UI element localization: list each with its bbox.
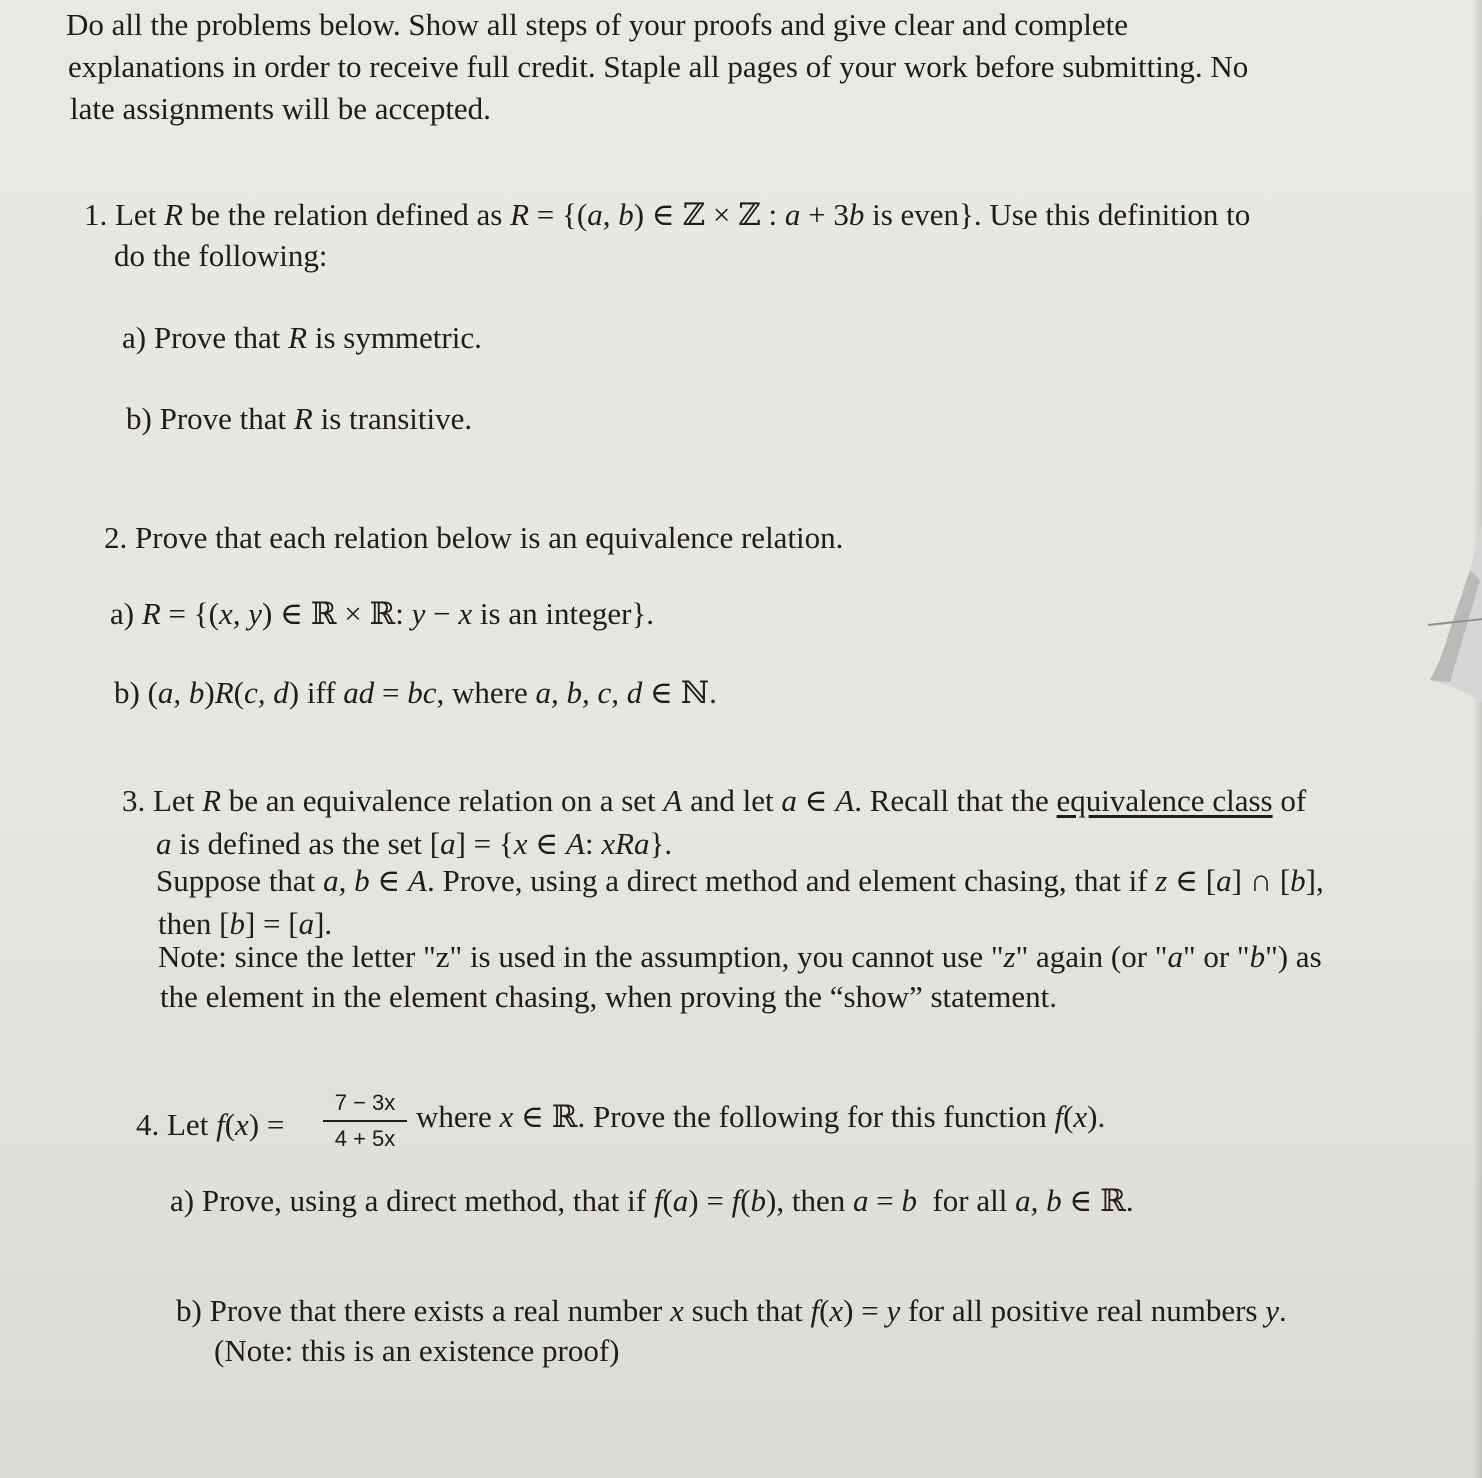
text: − — [425, 596, 459, 631]
math-var: A — [663, 783, 683, 818]
text: of — [1272, 783, 1307, 818]
text: 3. Let — [122, 783, 203, 818]
math-var: a — [784, 197, 801, 232]
text: ∈ [ — [1167, 863, 1217, 898]
text: b) ( — [114, 675, 158, 710]
text: ] = { — [455, 826, 514, 861]
underlined-term: equivalence class — [1056, 783, 1273, 818]
problem-3-line-1 — [122, 780, 1306, 822]
math-var: y — [1265, 1293, 1280, 1328]
text: 1. Let — [84, 197, 165, 232]
text: ) = — [688, 1183, 732, 1218]
fraction-denominator: 4 + 5x — [334, 1126, 396, 1151]
text: ( — [1063, 1099, 1074, 1134]
intro-line-2: explanations in order to receive full credit. Staple all pages of your work before submitting. No — [68, 49, 1249, 84]
math-var: A — [566, 826, 585, 861]
text: ( — [662, 1183, 673, 1218]
math-var: b — [229, 906, 245, 941]
text: such that — [683, 1293, 811, 1328]
problem-4-rest — [416, 1096, 1105, 1138]
text: ∈ ℝ. Prove the following for this function — [513, 1099, 1055, 1134]
text: = — [374, 675, 408, 710]
text: ) — [204, 675, 215, 710]
text: ( — [740, 1183, 751, 1218]
text: Suppose that — [156, 863, 324, 898]
text: ], — [1305, 863, 1324, 898]
intro-line-1: Do all the problems below. Show all steps of your proofs and give clear and complete — [66, 7, 1129, 42]
math-var: R — [141, 596, 161, 631]
text: = {( — [160, 596, 219, 631]
problem-3-line-2 — [156, 823, 672, 865]
math-var: a, b — [587, 197, 634, 232]
text: then [ — [158, 906, 230, 941]
text: ∈ ℝ. — [1061, 1183, 1134, 1218]
text: . — [1279, 1293, 1287, 1328]
text: and let — [682, 783, 782, 818]
math-var: x, y — [218, 596, 262, 631]
problem-2-title: 2. Prove that each relation below is an equivalence relation. — [104, 520, 844, 555]
text: is symmetric. — [307, 320, 482, 355]
text: : — [584, 826, 602, 861]
text: = {( — [529, 197, 588, 232]
math-var: a — [156, 826, 172, 861]
problem-2b — [114, 672, 717, 714]
math-var: f — [216, 1107, 225, 1142]
page-shadow-edge — [1472, 0, 1482, 1478]
text: ) = — [248, 1107, 285, 1142]
problem-4a — [170, 1180, 1134, 1222]
problem-3-line-3 — [156, 860, 1324, 902]
math-var: a — [1216, 863, 1232, 898]
math-var: x — [1073, 1099, 1088, 1134]
math-var: a, b — [323, 863, 370, 898]
text: ) ∈ ℝ × ℝ: — [262, 596, 412, 631]
text: ) iff — [288, 675, 344, 710]
text: ) ∈ ℤ × ℤ : — [633, 197, 785, 232]
text: ]. — [314, 906, 333, 941]
text: ) = — [843, 1293, 887, 1328]
math-var: f — [1054, 1099, 1064, 1134]
math-var: b — [848, 197, 865, 232]
math-var: f — [810, 1293, 820, 1328]
problem-4b-note: (Note: this is an existence proof) — [214, 1333, 620, 1368]
text: ∈ — [527, 826, 566, 861]
text: b) Prove that — [126, 401, 294, 436]
intro-line-3: late assignments will be accepted. — [70, 91, 491, 126]
math-var: a, b — [1015, 1183, 1062, 1218]
text: ") as — [1265, 939, 1322, 974]
text: a) Prove that — [122, 320, 289, 355]
text: ). — [1087, 1099, 1106, 1134]
fraction-numerator: 7 − 3x — [334, 1090, 396, 1115]
math-var: R — [214, 675, 234, 710]
text: Note: since the letter "z" is used in the assumption, you cannot use " — [158, 939, 1004, 974]
math-var: R — [202, 783, 221, 818]
math-var: a — [440, 826, 456, 861]
problem-3-note — [158, 936, 1322, 978]
text: , where — [436, 675, 536, 710]
text: " again (or " — [1015, 939, 1168, 974]
math-var: a, b — [157, 675, 205, 710]
math-var: x — [499, 1099, 514, 1134]
text: ∈ — [369, 863, 409, 898]
text: ( — [819, 1293, 830, 1328]
text: a) Prove, using a direct method, that if — [170, 1183, 654, 1218]
text: ∈ — [796, 783, 836, 818]
math-var: x — [829, 1293, 844, 1328]
problem-4-lead — [136, 1104, 284, 1146]
text: a) — [110, 596, 142, 631]
math-var: z — [1003, 939, 1016, 974]
text: . Prove, using a direct method and element chasing, that if — [426, 863, 1156, 898]
math-var: R — [164, 197, 183, 232]
math-var: y — [886, 1293, 901, 1328]
text: ), then — [766, 1183, 853, 1218]
math-var: x — [458, 596, 473, 631]
math-var: c, d — [244, 675, 289, 710]
text: 4. Let — [136, 1107, 217, 1142]
math-var: b — [1290, 863, 1306, 898]
math-var: a — [853, 1183, 869, 1218]
text: be an equivalence relation on a set — [221, 783, 664, 818]
math-var: R — [510, 197, 530, 232]
problem-1-statement — [84, 194, 1250, 236]
text: where — [416, 1099, 500, 1134]
pen-object — [1400, 420, 1482, 710]
text: is defined as the set [ — [171, 826, 441, 861]
math-var: ad — [343, 675, 375, 710]
math-var: b — [1249, 939, 1266, 974]
math-var: f — [731, 1183, 741, 1218]
math-var: b — [901, 1183, 917, 1218]
text: is an integer}. — [472, 596, 655, 631]
problem-4b — [176, 1290, 1287, 1332]
math-var: z — [1155, 863, 1168, 898]
text: ( — [224, 1107, 236, 1142]
math-var: R — [288, 320, 308, 355]
text: be the relation defined as — [183, 197, 511, 232]
text: b) Prove that there exists a real number — [176, 1293, 671, 1328]
math-var: a — [298, 906, 315, 941]
math-var: a, b, c, d — [535, 675, 643, 710]
math-var: R — [293, 401, 313, 436]
text: ] ∩ [ — [1231, 863, 1291, 898]
text: = — [868, 1183, 902, 1218]
problem-2a — [110, 593, 654, 635]
math-var: A — [408, 863, 427, 898]
math-var: a — [781, 783, 797, 818]
math-var: b — [750, 1183, 767, 1218]
math-var: a — [672, 1183, 689, 1218]
problem-1a — [122, 317, 482, 359]
text: is transitive. — [312, 401, 473, 436]
math-var: y — [411, 596, 426, 631]
text: " or " — [1182, 939, 1250, 974]
text: for all — [916, 1183, 1016, 1218]
problem-1b — [126, 398, 472, 440]
math-var: f — [653, 1183, 663, 1218]
math-var: x — [670, 1293, 684, 1328]
fraction-bar — [323, 1120, 407, 1122]
math-var: A — [835, 783, 855, 818]
math-var: a — [1167, 939, 1183, 974]
math-var: x — [235, 1107, 249, 1142]
text: is even}. Use this definition to — [864, 197, 1251, 232]
math-var: xRa — [601, 826, 650, 861]
text: ( — [233, 675, 244, 710]
text: for all positive real numbers — [900, 1293, 1266, 1328]
math-var: bc — [407, 675, 437, 710]
math-var: x — [513, 826, 528, 861]
text: + 3 — [800, 197, 849, 232]
problem-1-line-2: do the following: — [114, 238, 328, 273]
text: ] = [ — [244, 906, 299, 941]
text: . Recall that the — [854, 783, 1057, 818]
problem-3-note-line-2: the element in the element chasing, when proving the “show” statement. — [160, 979, 1058, 1014]
text: ∈ ℕ. — [642, 675, 717, 710]
text: }. — [649, 826, 673, 861]
